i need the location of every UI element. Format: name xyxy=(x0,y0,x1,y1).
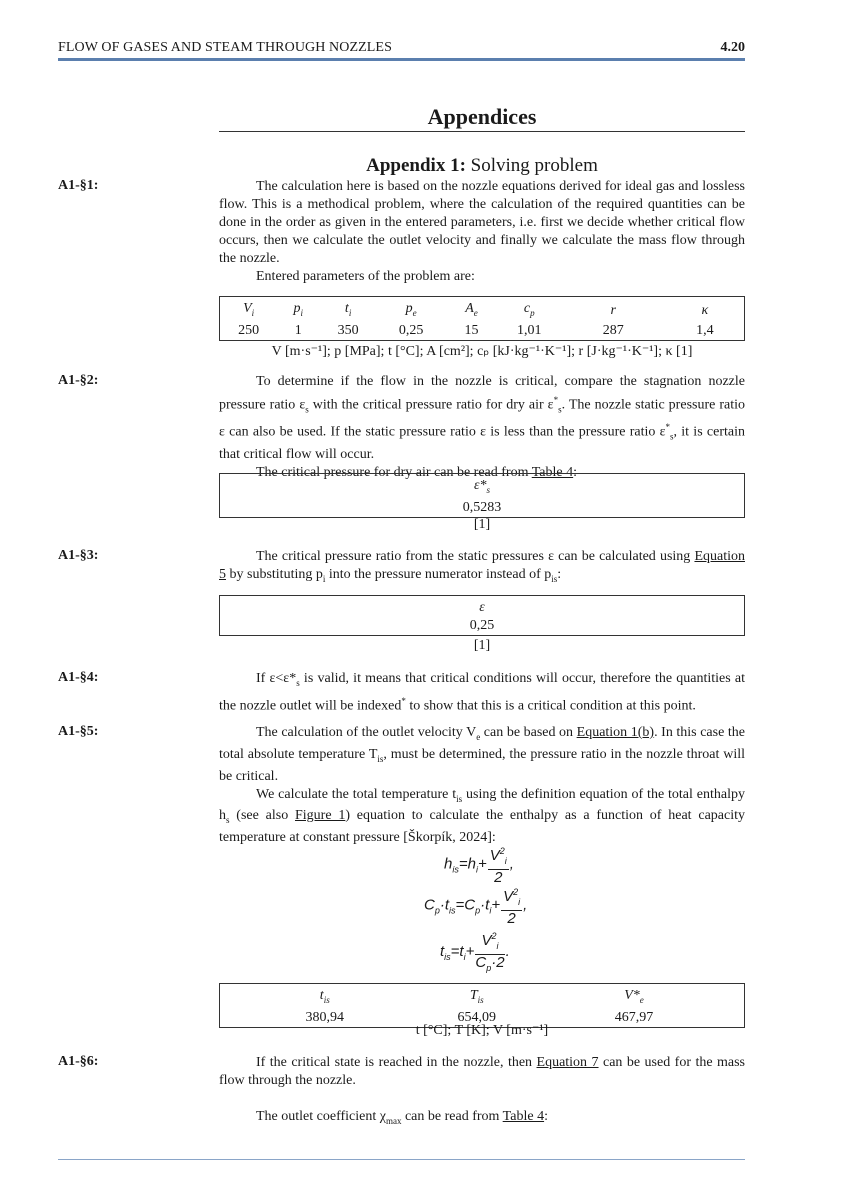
page-number: 4.20 xyxy=(720,40,745,55)
section-label-3: A1-§3: xyxy=(58,548,99,563)
running-title: FLOW OF GASES AND STEAM THROUGH NOZZLES xyxy=(58,40,392,55)
appendix-title: Appendix 1: Solving problem xyxy=(366,155,598,176)
param-value: 1,01 xyxy=(517,322,542,338)
equation-enthalpy: $h_{is}=h_i+$ $\frac{V^2_i}{2}$ , xyxy=(444,843,514,886)
param-value: 0,25 xyxy=(398,322,424,338)
equation-1b-link[interactable]: Equation 1(b) xyxy=(576,725,655,740)
page-header xyxy=(58,40,745,60)
equation-7-link[interactable]: Equation 7 xyxy=(536,1055,599,1070)
parameters-units: V [m·s⁻¹]; p [MPa]; t [°C]; A [cm²]; cₚ [kJ·kg⁻¹·K⁻¹]; r [J·kg⁻¹·K⁻¹]; κ [1] xyxy=(271,344,693,359)
heading-rule xyxy=(219,131,745,132)
equation-total-temperature: $t_{is}=t_i+$ $\frac{V^2_i}{C_p\cdot 2}$ . xyxy=(440,928,510,976)
param-header: r xyxy=(610,302,616,318)
paragraph-1: The calculation here is based on the nozzle equations derived for ideal gas and lossless flow. This is a methodical problem, where the calculation of the required quantities can be done in the order as given in the entered parameters, i.e. first we decide whether critical flow occurs, then we calculate the outlet velocity and finally we calculate the mass flow through the nozzle. Entered parameters of the problem are: xyxy=(219,179,745,284)
parameters-table xyxy=(219,296,745,341)
paragraph-2: To determine if the flow in the nozzle is critical, compare the stagnation nozzle pressure ratio $\varepsilon_s$ with the critical pressure ratio for dry air $\varepsilon^*_s$. The nozzle static pressure ratio ε can also be used. If the static pressure ratio ε is less than the pressure ratio $\varepsilon^*_s$, it is certain that critical flow will occur. The critical pressure for dry air can be read from Table 4: xyxy=(219,374,745,480)
static-ratio-header: ε xyxy=(479,600,485,615)
critical-ratio-value: 0,5283 xyxy=(462,499,502,515)
footer-rule xyxy=(58,1159,745,1160)
section-label-4: A1-§4: xyxy=(58,670,99,685)
critical-ratio-header: $\varepsilon*_s$ xyxy=(473,478,491,495)
section-label-6: A1-§6: xyxy=(58,1054,99,1069)
parameters-header-row xyxy=(220,297,745,322)
paragraph-3: The critical pressure ratio from the static pressures ε can be calculated using Equation 5 by substituting $p_i$ into the pressure numerator instead of $p_{is}$: xyxy=(219,549,745,584)
result-value: 654,09 xyxy=(457,1009,496,1025)
param-header: $t_i$ xyxy=(344,301,352,318)
param-header: κ xyxy=(701,302,709,318)
static-ratio-units: [1] xyxy=(473,638,491,653)
equation-heat-capacity: $C_p\cdot t_{is}=C_p\cdot t_i+$ $\frac{V^2_i}{2}$ , xyxy=(424,884,527,927)
param-header: $V_i$ xyxy=(243,301,255,318)
result-header: $T_{is}$ xyxy=(469,988,484,1005)
paragraph-4: If $\varepsilon<\varepsilon*_s$ is valid, it means that critical conditions will occur, therefore the quantities at the nozzle outlet will be indexed* to show that this is a critical condition at this point. xyxy=(219,671,746,714)
section-label-1: A1-§1: xyxy=(58,178,99,193)
figure-1-link[interactable]: Figure 1 xyxy=(294,808,346,824)
param-value: 287 xyxy=(602,322,624,338)
static-ratio-table xyxy=(219,595,745,636)
param-value: 350 xyxy=(337,322,359,338)
critical-ratio-table xyxy=(219,473,745,518)
equation-5-link[interactable]: Equation 5 xyxy=(219,549,745,582)
paragraph-5: The calculation of the outlet velocity $V_e$ can be based on Equation 1(b). In this case the total absolute temperature $T_{is}$, must be determined, the pressure ratio in the nozzle throat will be critical. We calculate the total temperature $t_{is}$ using the definition equation of the total enthalpy $h_s$ (see also Figure 1) equation to calculate the enthalpy as a function of heat capacity temperature at constant pressure [Škorpík, 2024]: xyxy=(219,725,746,846)
critical-ratio-units: [1] xyxy=(473,517,491,532)
result-header: $t_{is}$ xyxy=(319,988,330,1005)
table-4-link[interactable]: Table 4 xyxy=(531,464,574,480)
param-value: 1,4 xyxy=(696,322,714,338)
param-header: $p_i$ xyxy=(293,301,303,318)
result-value: 467,97 xyxy=(614,1009,654,1025)
result-value: 380,94 xyxy=(305,1009,344,1025)
table-4-link-2[interactable]: Table 4 xyxy=(502,1109,545,1124)
header-rule xyxy=(58,58,745,61)
section-label-2: A1-§2: xyxy=(58,373,99,388)
section-label-5: A1-§5: xyxy=(58,724,99,739)
param-value: 15 xyxy=(464,322,479,338)
section-heading: Appendices xyxy=(427,104,537,129)
static-ratio-value: 0,25 xyxy=(469,618,495,633)
results-units: t [°C]; T [K]; V [m·s⁻¹] xyxy=(415,1023,549,1038)
result-header: $V*_e$ xyxy=(624,988,644,1005)
parameters-value-row xyxy=(220,322,745,341)
param-header: $A_e$ xyxy=(465,301,478,318)
param-header: $c_p$ xyxy=(523,301,535,318)
paragraph-6b: The outlet coefficient $\chi_{max}$ can be read from Table 4: xyxy=(256,1109,548,1126)
param-value: 250 xyxy=(238,322,260,338)
paragraph-6: If the critical state is reached in the nozzle, then Equation 7 can be used for the mass flow through the nozzle. xyxy=(219,1055,746,1088)
param-value: 1 xyxy=(294,322,302,338)
param-header: $p_e$ xyxy=(405,301,417,318)
